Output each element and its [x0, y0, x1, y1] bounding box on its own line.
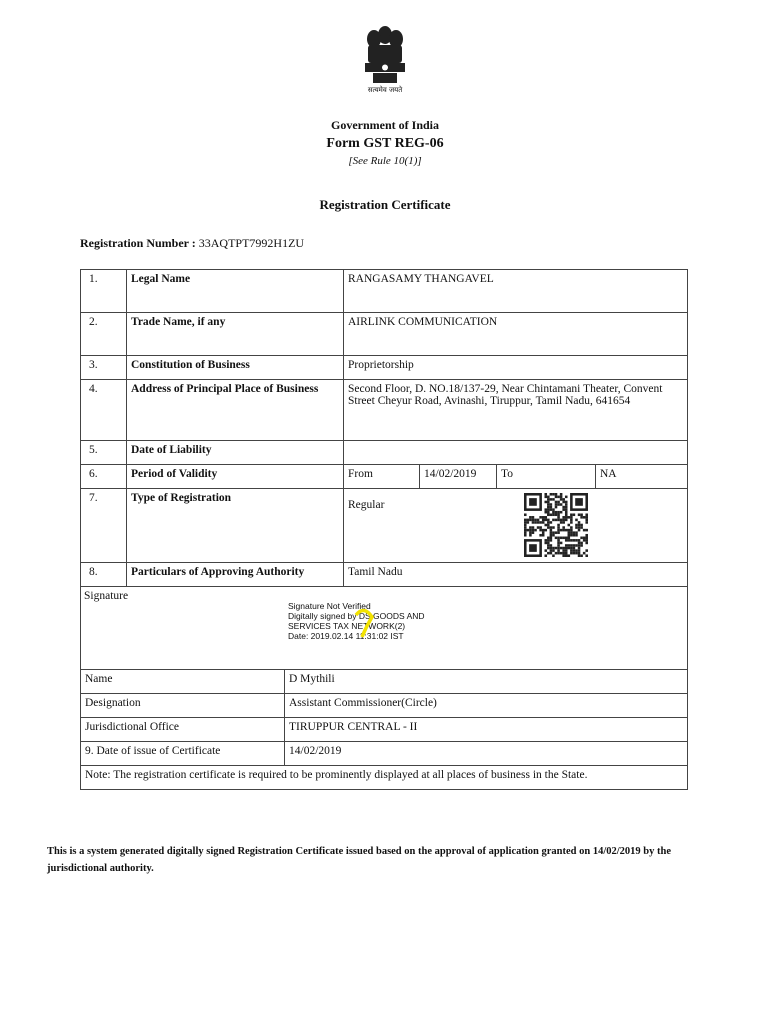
to-date-value: NA: [596, 465, 688, 489]
table-row: [81, 465, 688, 489]
designation-label: Designation: [81, 694, 285, 718]
table-row: [81, 742, 688, 766]
footer-note: This is a system generated digitally signed Registration Certificate issued based on the approval of application granted on 14/02/2019 by the jurisdictional authority.: [47, 846, 671, 874]
row-number: 8.: [81, 563, 127, 587]
table-row: [81, 441, 688, 465]
rule-reference: [See Rule 10(1)]: [348, 155, 422, 167]
row-number: 5.: [81, 441, 127, 465]
table-row: [81, 563, 688, 587]
table-row: [81, 313, 688, 356]
signature-date: Date: 2019.02.14 11:31:02 IST: [288, 631, 404, 641]
table-row: [81, 270, 688, 313]
row-number: 1.: [81, 270, 127, 313]
table-row: [81, 356, 688, 380]
issue-date-label: 9. Date of issue of Certificate: [81, 742, 285, 766]
government-title: Government of India: [331, 118, 439, 132]
office-label: Jurisdictional Office: [81, 718, 285, 742]
registration-number-label: Registration Number :: [80, 236, 196, 250]
signature-row: [81, 587, 688, 670]
row-label: Date of Liability: [127, 441, 344, 465]
row-number: 3.: [81, 356, 127, 380]
row-label: Constitution of Business: [127, 356, 344, 380]
registration-number: [80, 236, 304, 251]
certificate-title: Registration Certificate: [319, 197, 451, 212]
name-label: Name: [81, 670, 285, 694]
approving-authority-value: Tamil Nadu: [344, 563, 688, 587]
table-row: [81, 380, 688, 441]
row-label: Trade Name, if any: [127, 313, 344, 356]
row-label: Address of Principal Place of Business: [127, 380, 344, 441]
row-number: 7.: [81, 489, 127, 563]
signature-cell: [81, 587, 688, 670]
trade-name-value: AIRLINK COMMUNICATION: [344, 313, 688, 356]
table-row: [81, 489, 688, 563]
constitution-value: Proprietorship: [344, 356, 688, 380]
officer-table: [80, 669, 688, 790]
name-value: D Mythili: [285, 670, 688, 694]
table-row: [81, 718, 688, 742]
table-row: [81, 766, 688, 790]
row-number: 4.: [81, 380, 127, 441]
form-title: Form GST REG-06: [326, 136, 444, 151]
row-label: Legal Name: [127, 270, 344, 313]
signature-status: Signature Not Verified: [288, 601, 371, 611]
table-row: [81, 694, 688, 718]
registration-type-cell: [344, 489, 688, 563]
signature-line-2: SERVICES TAX NETWORK(2): [288, 621, 406, 631]
liability-date-value: [344, 441, 688, 465]
designation-value: Assistant Commissioner(Circle): [285, 694, 688, 718]
row-number: 6.: [81, 465, 127, 489]
note-text: Note: The registration certificate is required to be prominently displayed at all places of business in the State.: [81, 766, 688, 790]
details-table: [80, 269, 688, 670]
table-row: [81, 670, 688, 694]
emblem-caption: सत्यमेव जयते: [367, 86, 403, 94]
address-value: Second Floor, D. NO.18/137-29, Near Chintamani Theater, Convent Street Cheyur Road, Avinashi, Tiruppur, Tamil Nadu, 641654: [344, 380, 688, 441]
registration-type-value: Regular: [348, 499, 385, 511]
from-label: From: [344, 465, 420, 489]
to-label: To: [497, 465, 596, 489]
office-value: TIRUPPUR CENTRAL - II: [285, 718, 688, 742]
qr-code-icon: [524, 493, 588, 557]
row-label: Particulars of Approving Authority: [127, 563, 344, 587]
row-label: Period of Validity: [127, 465, 344, 489]
registration-number-value: 33AQTPT7992H1ZU: [198, 236, 305, 250]
legal-name-value: RANGASAMY THANGAVEL: [344, 270, 688, 313]
issue-date-value: 14/02/2019: [285, 742, 688, 766]
signature-label: Signature: [84, 590, 129, 602]
row-label: Type of Registration: [127, 489, 344, 563]
row-number: 2.: [81, 313, 127, 356]
signature-check-icon: [288, 601, 378, 651]
from-date-value: 14/02/2019: [420, 465, 497, 489]
signature-line-1: Digitally signed by DS GOODS AND: [288, 611, 425, 621]
